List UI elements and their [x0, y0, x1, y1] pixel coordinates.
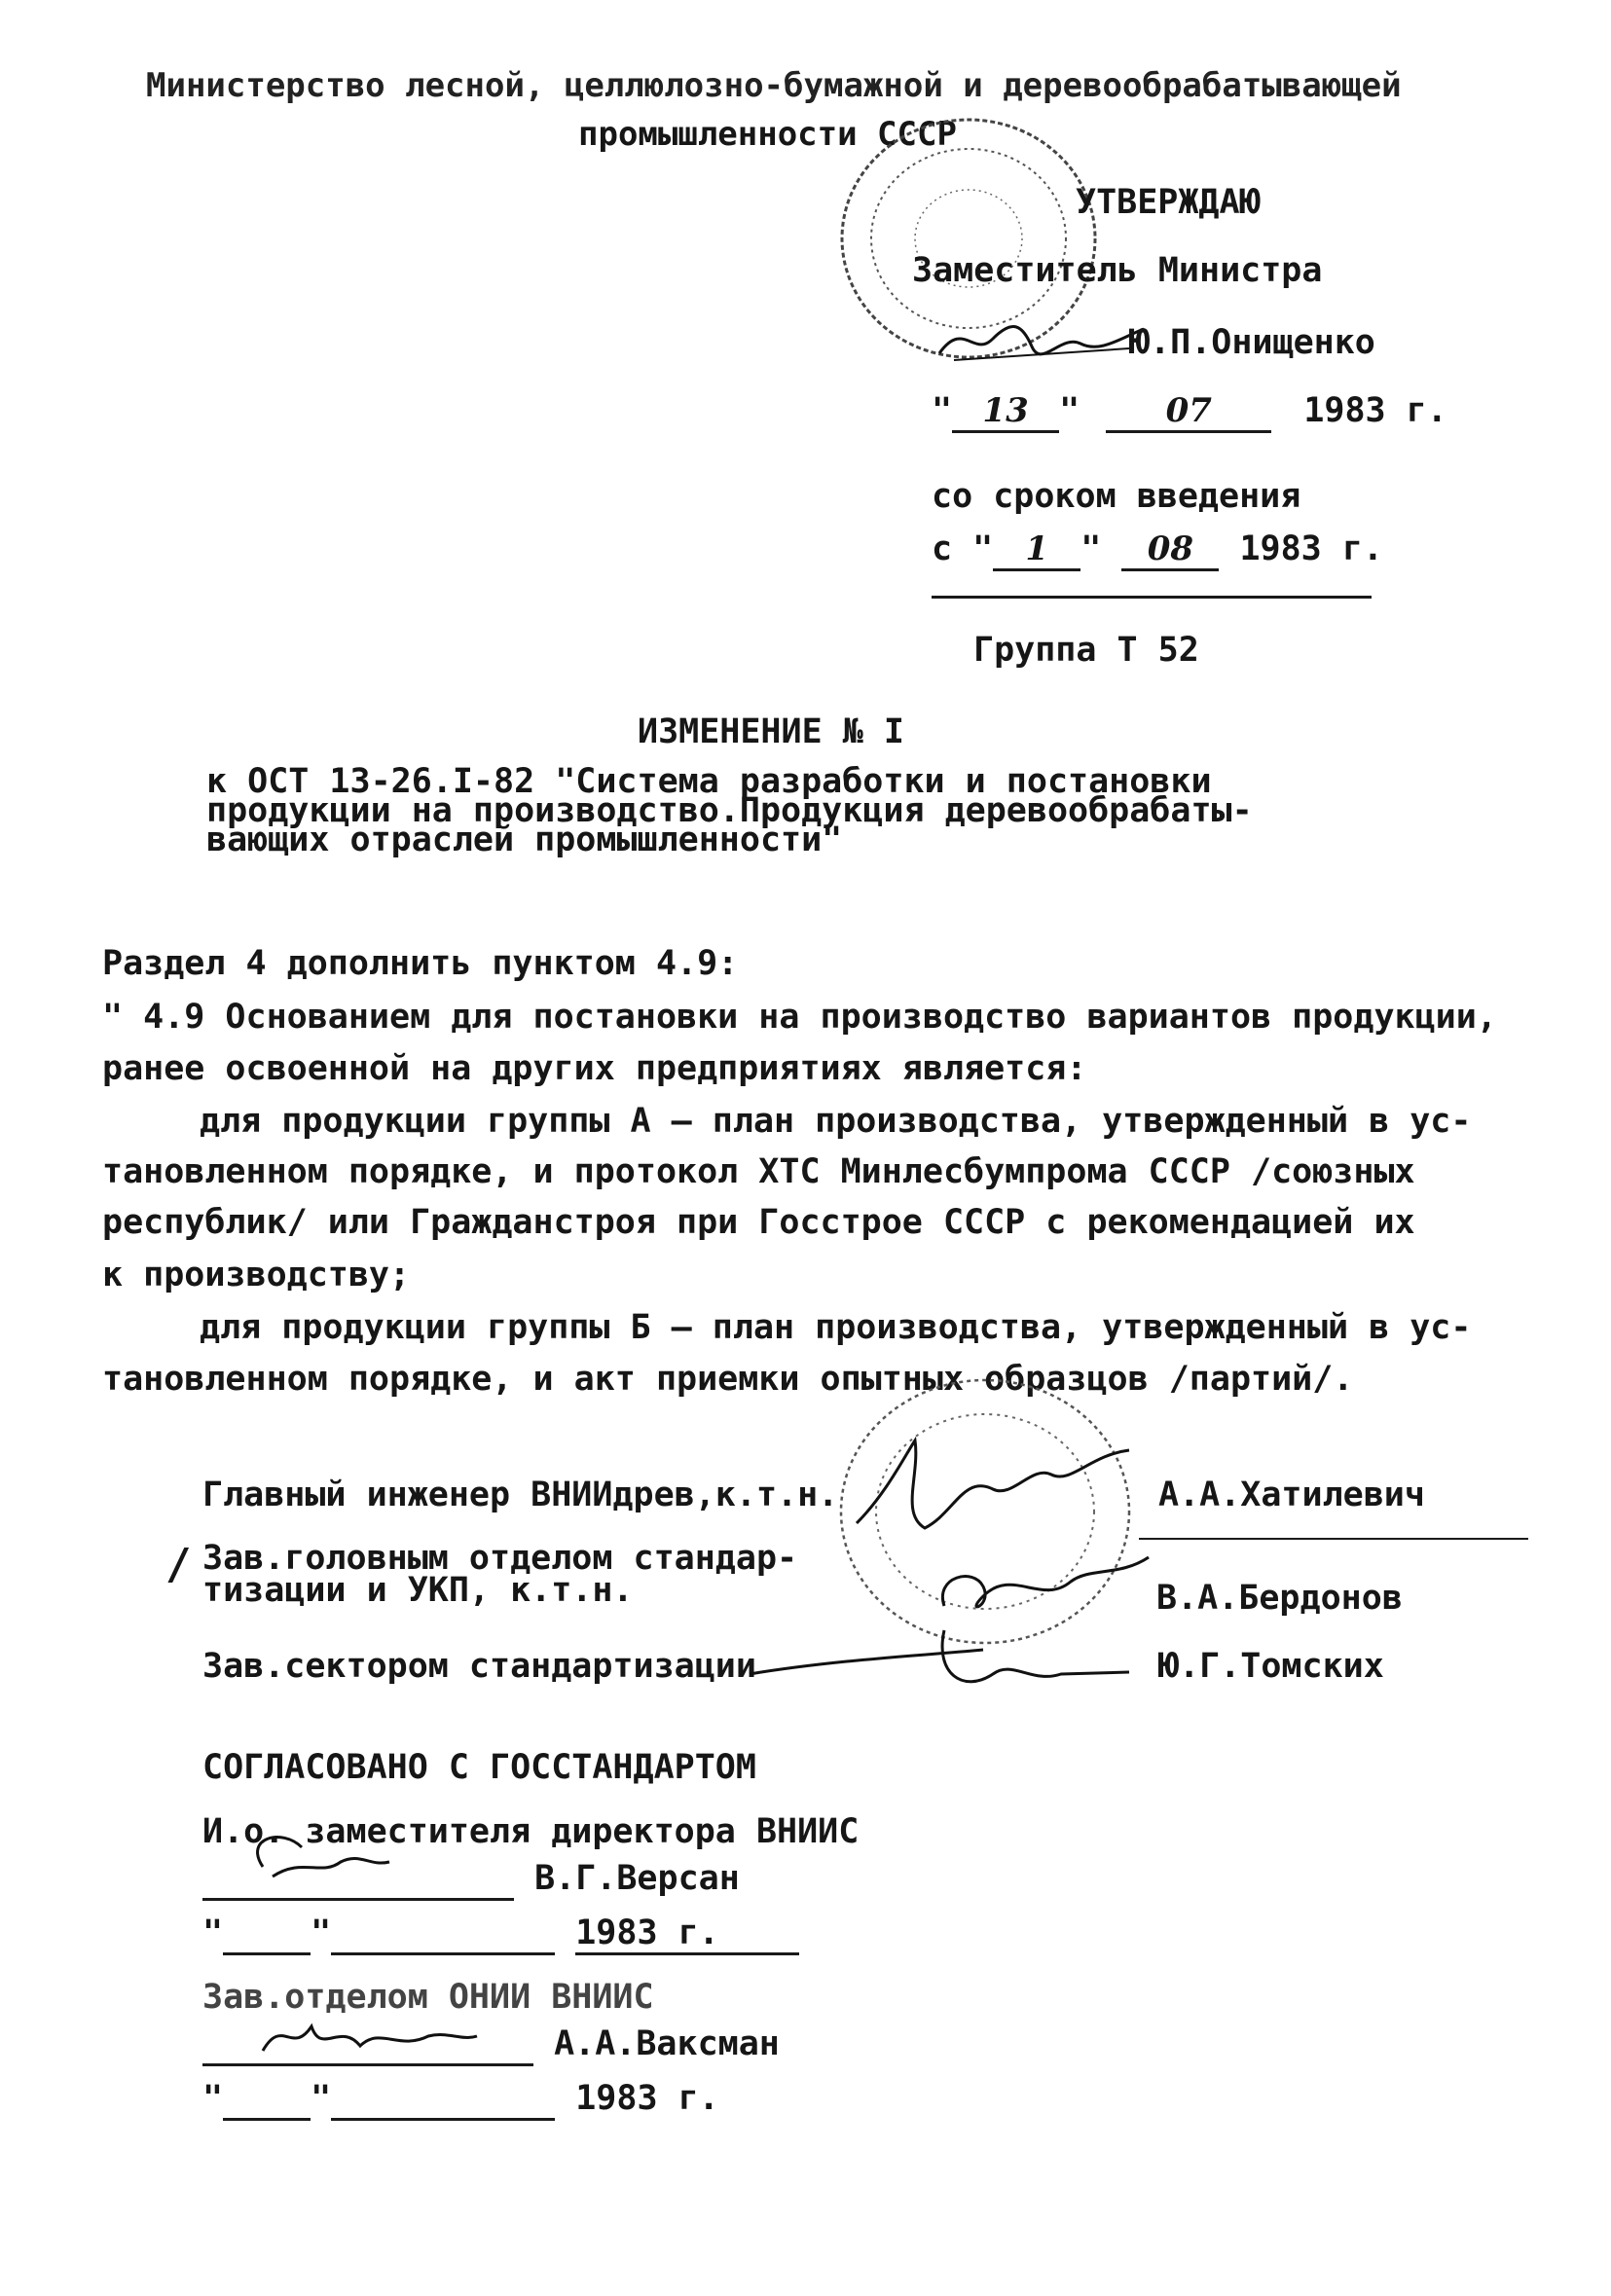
intro-prefix: с	[932, 529, 953, 568]
approval-day: 13	[952, 391, 1059, 433]
intro-label: со сроком введения	[932, 477, 1301, 516]
signatory-2-position-line-2: тизации и УКП, к.т.н.	[202, 1571, 634, 1610]
ministry-line-2: промышленности СССР	[578, 115, 957, 154]
approver-position: Заместитель Министра	[912, 251, 1323, 290]
group-code: Группа Т 52	[973, 631, 1199, 670]
approval-divider	[932, 596, 1372, 599]
change-subject-line-2: продукции на производство.Продукция деревообрабаты-	[206, 791, 1253, 830]
agreement-heading: СОГЛАСОВАНО С ГОССТАНДАРТОМ	[202, 1748, 756, 1787]
intro-month: 08	[1121, 529, 1219, 571]
agreement-first-date: " " 1983 г.	[202, 1913, 799, 1955]
agreement-first-signature-line	[202, 1859, 740, 1901]
approval-month: 07	[1106, 391, 1271, 433]
intro-day: 1	[993, 529, 1080, 571]
signatory-1-position: Главный инженер ВНИИдрев,к.т.н.	[202, 1476, 839, 1514]
signatory-3-position: Зав.сектором стандартизации	[202, 1647, 756, 1686]
signatory-1-underline	[1139, 1538, 1528, 1540]
signatory-3-signature	[740, 1616, 1149, 1703]
agreement-first-position: И.о. заместителя директора ВНИИС	[202, 1812, 860, 1851]
signatory-2-name: В.А.Бердонов	[1156, 1579, 1403, 1618]
signatory-1-signature	[847, 1436, 1139, 1543]
agreement-second-signature-line	[202, 2024, 780, 2066]
change-subject-line-1: к ОСТ 13-26.I-82 "Система разработки и постановки	[206, 762, 1212, 801]
body-line-8: для продукции группы Б – план производства, утвержденный в ус-	[200, 1308, 1472, 1347]
body-line-4: для продукции группы А – план производства, утвержденный в ус-	[200, 1102, 1472, 1141]
body-line-5: тановленном порядке, и протокол ХТС Минлесбумпрома СССР /союзных	[102, 1152, 1415, 1191]
margin-slash-mark: /	[165, 1540, 192, 1589]
intro-date: с " 1 " 08 1983 г.	[932, 529, 1383, 571]
body-line-9: тановленном порядке, и акт приемки опытных образцов /партий/.	[102, 1360, 1354, 1399]
change-subject-line-3: вающих отраслей промышленности"	[206, 820, 843, 859]
body-line-6: республик/ или Гражданстроя при Госстрое СССР с рекомендацией их	[102, 1203, 1415, 1242]
signatory-2-signature	[925, 1538, 1158, 1625]
approve-label: УТВЕРЖДАЮ	[1076, 183, 1261, 222]
agreement-second-year: 1983 г.	[575, 2079, 719, 2118]
agreement-first-year: 1983 г.	[575, 1913, 799, 1955]
signatory-3-name: Ю.Г.Томских	[1158, 1647, 1384, 1686]
body-line-3: ранее освоенной на других предприятиях является:	[102, 1049, 1087, 1088]
intro-year: 1983 г.	[1239, 529, 1383, 568]
ministry-line-1: Министерство лесной, целлюлозно-бумажной и деревообрабатывающей	[146, 66, 1402, 105]
body-line-7: к производству;	[102, 1256, 411, 1294]
agreement-first-name: В.Г.Версан	[534, 1859, 740, 1898]
signatory-2-position-line-1: Зав.головным отделом стандар-	[202, 1539, 798, 1578]
approver-name: Ю.П.Онищенко	[1129, 323, 1375, 362]
agreement-second-name: А.А.Ваксман	[554, 2024, 780, 2063]
body-line-1: Раздел 4 дополнить пунктом 4.9:	[102, 944, 739, 983]
signatory-1-name: А.А.Хатилевич	[1158, 1476, 1425, 1514]
approver-signature	[934, 310, 1149, 368]
approval-date: " 13 " 07 1983 г.	[932, 391, 1447, 433]
agreement-second-position: Зав.отделом ОНИИ ВНИИС	[202, 1978, 654, 2017]
approval-year: 1983 г.	[1303, 391, 1447, 430]
change-heading: ИЗМЕНЕНИЕ № I	[638, 712, 904, 751]
agreement-second-date: " " 1983 г.	[202, 2079, 719, 2121]
body-line-2: " 4.9 Основанием для постановки на производство вариантов продукции,	[102, 998, 1497, 1037]
